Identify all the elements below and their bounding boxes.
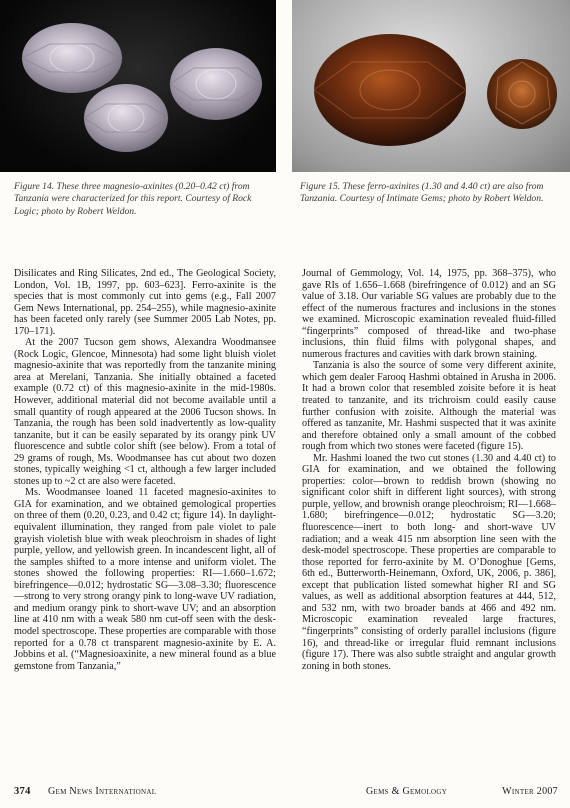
page-number: 374 — [14, 786, 31, 797]
issue-name: Winter 2007 — [502, 786, 558, 797]
left-text-column — [14, 268, 276, 672]
figure-15-photo — [292, 0, 570, 172]
figure-14-photo — [0, 0, 276, 172]
paragraph: Ms. Woodmansee loaned 11 faceted magnesio-axinites to GIA for examination, and we obtained gemological properties on three of them (0.20, 0.23, and 0.42 ct; figure 14). In daylight-equivalent illumination, they ranged from pale violet to pale grayish violetish blue with weak pleochroism in shades of light purple, yellow, and yellowish green. In incandescent light, all of the samples shifted to a more intense and uniform violet. The stones showed the following properties: RI—1.660–1.672; birefringence—0.012; hydrostatic SG—3.08–3.30; fluorescence—strong to very strong orangy pink to long-wave UV radiation, and medium orangy pink to short-wave UV; and an absorption line at 410 nm with a weak 580 nm cut-off seen with the desk-model spectroscope. These properties are comparable with those reported for a 0.78 ct transparent magnesio-axinite by E. A. Jobbins et al. (“Magnesioaxinite, a new mineral found as a blue gemstone from Tanzania,” — [14, 487, 276, 672]
gem-right — [170, 48, 262, 120]
journal-name: Gems & Gemology — [366, 786, 448, 797]
ferro-axinite-stones-illustration — [292, 0, 570, 172]
magnesio-axinite-stones-illustration — [0, 0, 276, 172]
figure-15-caption: Figure 15. These ferro-axinites (1.30 and 4.40 ct) are also from Tanzania. Courtesy of Intimate Gems; photo by Robert Weldon. — [300, 181, 544, 205]
gem-left — [22, 23, 122, 93]
page-footer — [14, 786, 558, 800]
paragraph: Disilicates and Ring Silicates, 2nd ed., The Geological Society, London, Vol. 1B, 1997, pp. 603–623]. Ferro-axinite is the species that is most commonly cut into gems (e.g., Fall 2007 Gem News International, pp. 254–255), while magnesio-axinite has been faceted only rarely (see Summer 2005 Lab Notes, pp. 170–171). — [14, 268, 276, 337]
figure-14-caption: Figure 14. These three magnesio-axinites (0.20–0.42 ct) from Tanzania were characterized for this report. Courtesy of Rock Logic; photo by Robert Weldon. — [14, 181, 252, 217]
paragraph: Journal of Gemmology, Vol. 14, 1975, pp. 368–375), who gave RIs of 1.656–1.668 (birefringence of 0.012) and an SG value of 3.18. Our variable SG values are probably due to the effect of the numerous fractures and inclusions in the stones we examined. Microscopic examination revealed fluid-filled “fingerprints” composed of thread-like and two-phase inclusions, thin fluid films with polygonal shapes, and numerous fractures and cavities with dark brown staining. — [302, 268, 556, 360]
paragraph: At the 2007 Tucson gem shows, Alexandra Woodmansee (Rock Logic, Glencoe, Minnesota) had some light bluish violet magnesio-axinite that was reportedly from the tanzanite mining area at Merelani, Tanzania. She initially obtained a faceted example (0.72 ct) of this magnesio-axinite in the mid-1980s. However, additional material did not become available until a small quantity of rough appeared at the 2006 Tucson shows. In Tanzania, the rough has been sold inadvertently as low-quality tanzanite, but it can be easily separated by its orangy pink UV fluorescence and subtle color shift (see below). From a total of 29 grams of rough, Ms. Woodmansee has cut about two dozen stones, typically weighing <1 ct, although a few larger included stones up to ~2 ct are also were faceted. — [14, 337, 276, 487]
gem-center — [84, 84, 168, 152]
paragraph: Mr. Hashmi loaned the two cut stones (1.30 and 4.40 ct) to GIA for examination, and we obtained the following properties: color—brown to reddish brown (showing no significant color shift in different light sources), with strong purple, yellow, and brownish orange pleochroism; RI—1.668–1.680; birefringence—0.012; hydrostatic SG—3.20; fluorescence—inert to both long- and short-wave UV radiation; and a weak 415 nm absorption line seen with the desk-model spectroscope. These properties are comparable to those reported for ferro-axinite by M. O’Donoghue [Gems, 6th ed., Butterworth-Heinemann, Oxford, UK, 2006, p. 386], except that publication listed somewhat higher RI and SG values, as well as additional absorption features at 444, 512, and 532 nm, with two broader bands at 466 and 492 nm. Microscopic examination revealed large fractures, “fingerprints” consisting of orderly parallel inclusions (figure 16), and thread-like or irregular fluid remnant inclusions (figure 17). There was also subtle straight and angular growth zoning in both stones. — [302, 452, 556, 672]
paragraph: Tanzania is also the source of some very different axinite, which gem dealer Farooq Hashmi obtained in Arusha in 2006. It had a brown color that resembled zoisite before it is heat treated to tanzanite, and its trichroism could easily cause further confusion with zoisite. Although the material was offered as tanzanite, Mr. Hashmi suspected that it was axinite and therefore obtained only a small amount of the cobbed rough from which two stones were faceted (figure 15). — [302, 360, 556, 453]
gem-large-oval — [314, 34, 466, 146]
right-text-column — [302, 268, 556, 672]
section-name: Gem News International — [48, 786, 157, 797]
gem-small-round — [487, 59, 557, 129]
